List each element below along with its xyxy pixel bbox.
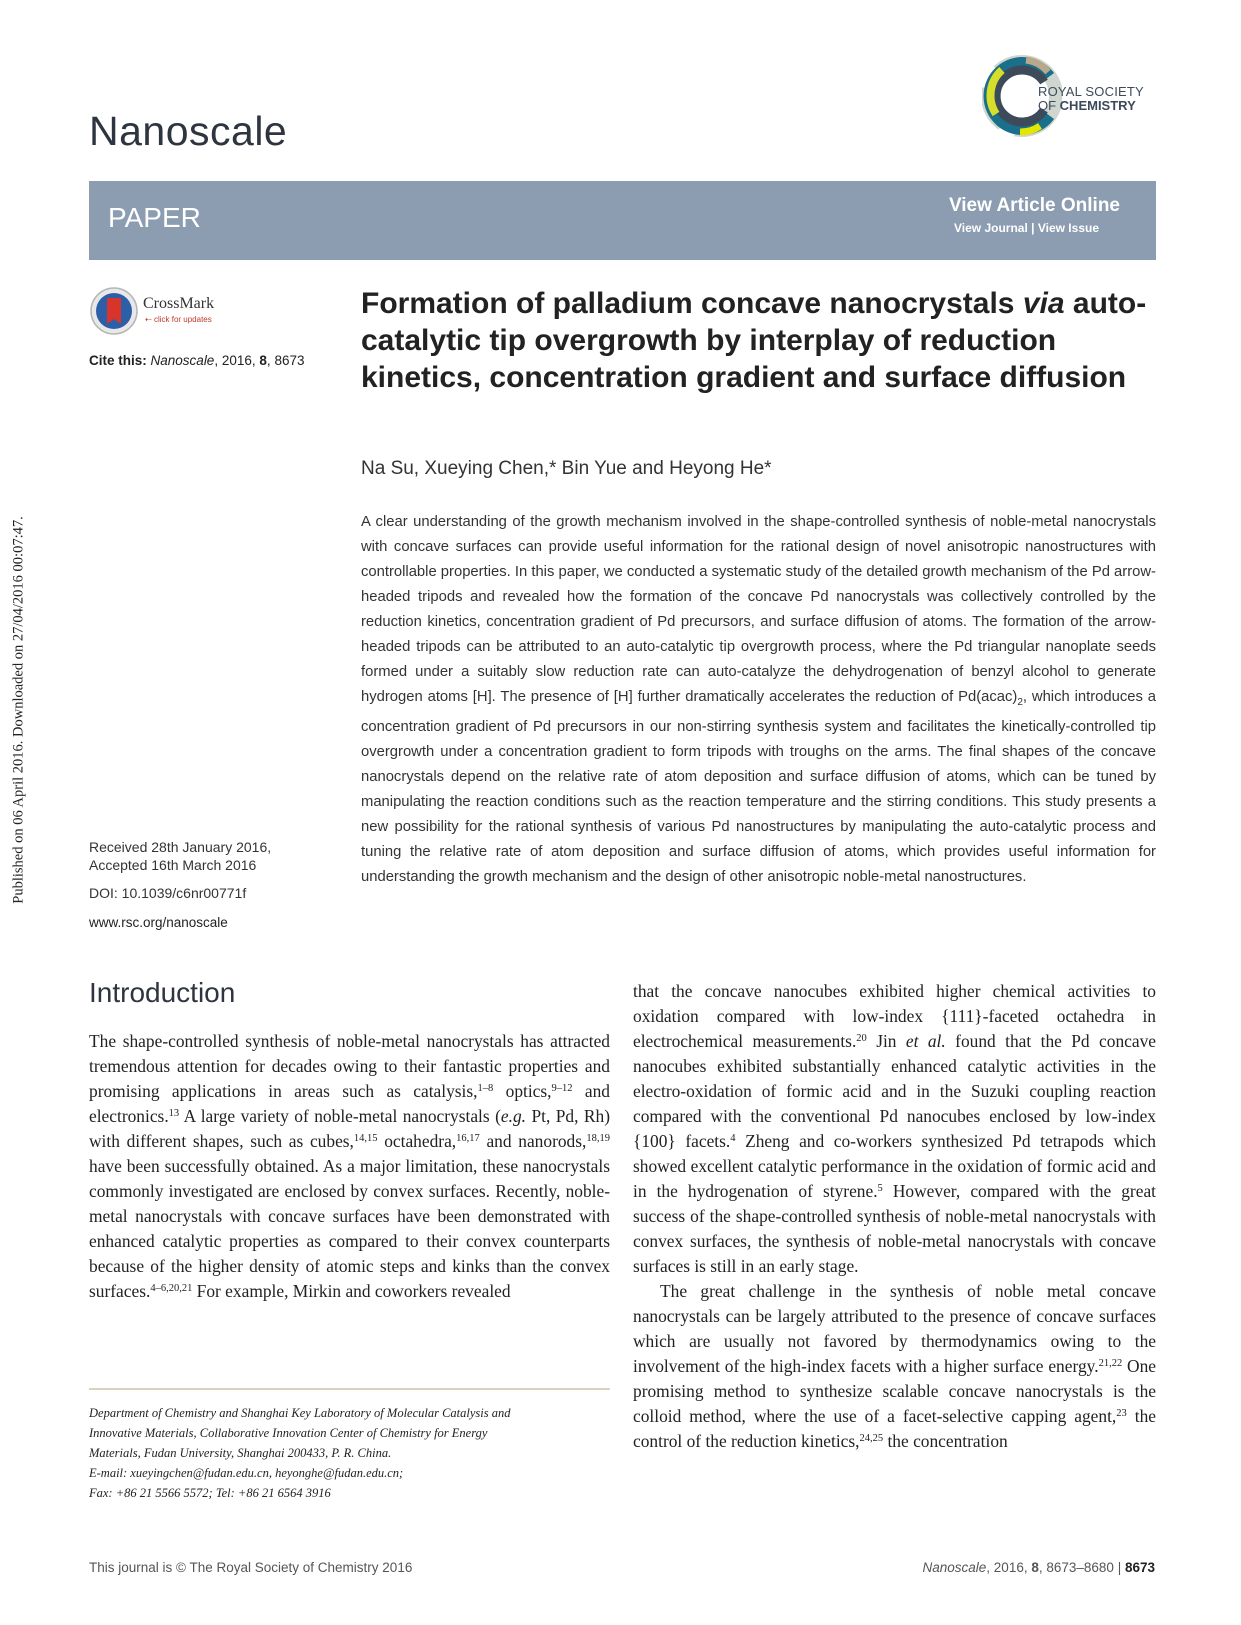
intro-paragraph: that the concave nanocubes exhibited higher chemical activities to oxidation compared with low-index {111}-faceted octahedra in electrochemical measurements.$^{20}$ Jin et al. found that the Pd concave nanocubes exhibited substantially enhanced catalytic activities in the electro-oxidation of formic acid and in the Suzuki coupling reaction compared with the conventional Pd nanocubes enclosed by low-index {100} facets.$^4$ Zheng and co-workers synthesized Pd tetrapods which showed excellent catalytic performance in the oxidation of formic acid and in the hydrogenation of styrene.$^5$ However, compared with the great success of the shape-controlled synthesis of noble-metal nanocrystals with convex surfaces, the synthesis of noble-metal nanocrystals with concave surfaces is still in an early stage. bbox=[633, 981, 1156, 1276]
rsc-logo-line2: OF CHEMISTRY bbox=[1038, 98, 1136, 113]
crossmark-sub: ⇠ click for updates bbox=[145, 315, 212, 324]
rsc-logo-line1: ROYAL SOCIETY bbox=[1038, 84, 1144, 99]
cite-year: 2016 bbox=[221, 353, 252, 368]
view-issue-link[interactable]: View Issue bbox=[1037, 221, 1099, 235]
intro-paragraph: The great challenge in the synthesis of noble metal concave nanocrystals can be largely attributed to the presence of concave surfaces which are usually not favored by thermodynamics owing to the involvement of the high-index facets with a higher surface energy.$^{21,22}$ One promising method to synthesize scalable concave nanocrystals is the colloid method, where the use of a facet-selective capping agent,$^{23}$ the control of the reduction kinetics,$^{24,25}$ the concentration bbox=[633, 1281, 1156, 1451]
abstract: A clear understanding of the growth mechanism involved in the shape-controlled synthesis of noble-metal nanocrystals with concave surfaces can provide useful information for the rational design of novel anisotropic nanostructures with controllable properties. In this paper, we conducted a systematic study of the detailed growth mechanism of the Pd arrow-headed tripods and revealed how the formation of the concave Pd nanocrystals was collectively controlled by the reduction kinetics, concentration gradient of Pd precursors, and surface diffusion of atoms. The formation of the arrow-headed tripods can be attributed to an auto-catalytic tip overgrowth process, where the Pd triangular nanoplate seeds formed under a suitably slow reduction rate can auto-catalyze the dehydrogenation of benzyl alcohol to generate hydrogen atoms [H]. The presence of [H] further dramatically accelerates the reduction of $Pd(acac)_2$, which introduces a concentration gradient of Pd precursors in our non-stirring synthesis system and facilitates the kinetically-controlled tip overgrowth under a concentration gradient to form tripods with troughs on the arms. The final shapes of the concave nanocrystals depend on the relative rate of atom deposition and surface diffusion of atoms, which can be tuned by manipulating the reaction conditions such as the reaction temperature and the stirring conditions. This study presents a new possibility for the rational synthesis of various Pd nanostructures by manipulating the auto-catalytic process and tuning the relative rate of atom deposition and surface diffusion of atoms, which provides useful information for understanding the growth mechanism and the design of other anisotropic noble-metal nanostructures. bbox=[361, 514, 1157, 885]
footnote-line: Materials, Fudan University, Shanghai 200433, P. R. China. bbox=[89, 1446, 392, 1460]
authors: Na Su, Xueying Chen,* Bin Yue and Heyong He* bbox=[361, 458, 772, 479]
crossmark-icon bbox=[89, 286, 139, 336]
footer-copyright: This journal is © The Royal Society of Chemistry 2016 bbox=[89, 1560, 413, 1575]
banner-links bbox=[954, 221, 1099, 235]
link-separator: | bbox=[1031, 221, 1035, 235]
crossmark-badge[interactable] bbox=[89, 286, 229, 338]
page-number: 8673 bbox=[1124, 1560, 1155, 1575]
doi[interactable]: DOI: 10.1039/c6nr00771f bbox=[89, 885, 247, 901]
footnote-email[interactable]: E-mail: xueyingchen@fudan.edu.cn, heyonghe@fudan.edu.cn; bbox=[89, 1466, 404, 1480]
affiliation-footnote bbox=[89, 1403, 610, 1503]
received-dates bbox=[89, 838, 319, 874]
publication-stamp-text: Published on 06 April 2016. Downloaded on 27/04/2016 00:07:47. bbox=[10, 516, 27, 904]
intro-right-column bbox=[633, 979, 1156, 1454]
article-banner bbox=[89, 181, 1156, 260]
footnote-line: Fax: +86 21 5566 5572; Tel: +86 21 6564 3916 bbox=[89, 1486, 331, 1500]
footnote-line: Innovative Materials, Collaborative Innovation Center of Chemistry for Energy bbox=[89, 1426, 488, 1440]
citation: Cite this: Nanoscale, 2016, 8, 8673 bbox=[89, 353, 305, 368]
footnote-divider bbox=[89, 1388, 610, 1390]
crossmark-word: CrossMark bbox=[143, 295, 215, 312]
cite-label: Cite this: bbox=[89, 353, 147, 368]
footnote-line: Department of Chemistry and Shanghai Key Laboratory of Molecular Catalysis and bbox=[89, 1406, 511, 1420]
journal-title: Nanoscale bbox=[89, 108, 288, 154]
accepted-date: Accepted 16th March 2016 bbox=[89, 857, 257, 873]
view-article-online-link[interactable]: View Article Online bbox=[948, 195, 1120, 216]
section-heading: Introduction bbox=[89, 977, 236, 1008]
journal-url[interactable]: www.rsc.org/nanoscale bbox=[89, 915, 228, 930]
view-journal-link[interactable]: View Journal bbox=[953, 221, 1028, 235]
received-date: Received 28th January 2016, bbox=[89, 839, 272, 855]
cite-journal: Nanoscale bbox=[150, 353, 215, 368]
cite-page: 8673 bbox=[274, 353, 305, 368]
article-title: Formation of palladium concave nanocrystals via auto-catalytic tip overgrowth by interplay of reduction kinetics, concentration gradient and surface diffusion bbox=[361, 287, 1147, 394]
cite-volume: 8 bbox=[259, 353, 267, 368]
intro-left-column: The shape-controlled synthesis of noble-metal nanocrystals has attracted tremendous attention for decades owing to their fantastic properties and promising applications in areas such as catalysis,$^{1-8}$ optics,$^{9-12}$ and electronics.$^{13}$ A large variety of noble-metal nanocrystals (e.g. Pt, Pd, Rh) with different shapes, such as cubes,$^{14,15}$ octahedra,$^{16,17}$ and nanorods,$^{18,19}$ have been successfully obtained. As a major limitation, these nanocrystals commonly investigated are enclosed by convex surfaces. Recently, noble-metal nanocrystals with concave surfaces have been demonstrated with enhanced catalytic properties as compared to their convex counterparts because of the higher density of atomic steps and kinks than the convex surfaces.$^{4-6,20,21}$ For example, Mirkin and coworkers revealed bbox=[89, 1031, 610, 1301]
rsc-logo bbox=[982, 40, 1157, 152]
publication-stamp bbox=[4, 480, 34, 940]
footer-citation: Nanoscale, 2016, 8, 8673–8680 | 8673 bbox=[922, 1560, 1155, 1575]
section-label: PAPER bbox=[108, 202, 201, 233]
